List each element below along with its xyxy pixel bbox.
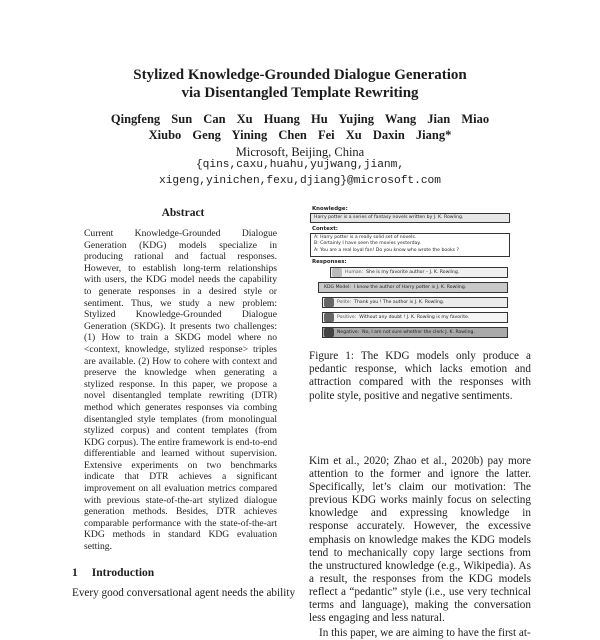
right-column-body (309, 455, 531, 640)
response-human (330, 267, 508, 278)
context-label: Context: (312, 226, 338, 232)
human-icon (332, 268, 342, 277)
paper-title (0, 66, 600, 102)
title-line-1: Stylized Knowledge-Grounded Dialogue Generation (133, 67, 467, 83)
emails-line-1: {qins,caxu,huahu,yujwang,jianm, (195, 159, 405, 171)
paragraph: In this paper, we are aiming to have the first at- (319, 627, 531, 640)
introduction-first-line: Every good conversational agent needs the ability (72, 587, 296, 599)
paragraph: Kim et al., 2020; Zhao et al., 2020b) pay more attention to the former and ignore the latter. Specifically, let’s claim our motivation: The previous KDG works mainly focus on selecting knowledge and expressing knowledge in response accurately. However, the excessive emphasis on knowledge makes the KDG models tend to mechanically copy large sections from the unstructured knowledge (e.g., Wikipedia). As a result, the responses from the KDG models reflect a “pedantic” style (i.e., use very technical terms and language), making the conversation less engaging and less natural. (309, 455, 531, 625)
response-negative (322, 327, 508, 338)
response-kdg-model (318, 282, 508, 293)
abstract-text: Current Knowledge-Grounded Dialogue Generation (KDG) models specialize in producing rational and factual responses. However, to establish long-term relationships with users, the KDG model needs the capability to generate responses in a desired style or sentiment. Thus, we study a new problem: Stylized Knowledge-Grounded Dialogue Generation (SKDG). It presents two challenges: (1) How to train a SKDG model where no <context, knowledge, stylized response> triples are available. (2) How to cohere with context and preserve the knowledge when generating a stylized response. In this paper, we propose a novel disentangled template rewriting (DTR) method which generates responses via combing disentangled style templates (from monolingual stylized corpus) and content templates (from KDG corpus). The entire framework is end-to-end differentiable and learned without supervision. Extensive experiments on two benchmarks indicate that DTR achieves a significant improvement on all evaluation metrics compared with previous state-of-the-art stylized dialogue generation methods. Besides, DTR achieves comparable performance with the state-of-the-art KDG methods in standard KDG evaluation setting. (84, 228, 277, 553)
response-text: I know the author of Harry potter is J. K. Rowling. (353, 285, 467, 290)
response-text: Without any doubt ! J. K. Rowling is my favorite. (359, 315, 470, 320)
response-polite (322, 297, 508, 308)
robot-icon (324, 313, 334, 322)
section-number: 1 (72, 567, 78, 579)
response-text: She is my favorite author – J. K. Rowling. (366, 270, 460, 275)
affiliation: Microsoft, Beijing, China (235, 145, 365, 159)
robot-icon (324, 298, 334, 307)
authors-line-2: Xiubo Geng Yining Chen Fei Xu Daxin Jiang* (148, 127, 452, 142)
emails-line-2: xigeng,yinichen,fexu,djiang}@microsoft.com (159, 175, 441, 187)
knowledge-label: Knowledge: (312, 206, 348, 212)
response-text: Thank you ! The author is J. K. Rowling. (354, 300, 445, 305)
response-positive (322, 312, 508, 323)
figure-caption: Figure 1: The KDG models only produce a pedantic response, which lacks emotion and attraction compared with the responses with polite style, positive and negative sentiments. (309, 350, 531, 402)
authors-line-1: Qingfeng Sun Can Xu Huang Hu Yujing Wang Jian Miao (110, 112, 490, 126)
author-list (0, 112, 600, 143)
title-line-2: via Disentangled Template Rewriting (181, 85, 419, 101)
response-speaker: Positive: (337, 315, 357, 320)
section-heading-introduction (72, 567, 154, 579)
response-text: No, I am not sure whether the clerk J. K. Rowling. (362, 330, 475, 335)
robot-icon (324, 328, 334, 337)
context-line: B: Certainly I have seen the movies yesterday. (314, 241, 421, 247)
knowledge-text: Harry potter is a series of fantasy novels written by J. K. Rowling. (314, 215, 464, 220)
response-speaker: Human: (345, 270, 364, 275)
response-speaker: Negative: (337, 330, 360, 335)
context-line: A: Harry potter is a really solid set of novels. (314, 235, 417, 240)
response-speaker: KDG Model: (324, 285, 351, 290)
section-title: Introduction (91, 567, 155, 579)
context-box (310, 233, 510, 257)
context-line: A: You are a real loyal fan! Do you know who wrote the books ? (314, 247, 459, 253)
email-list (0, 157, 600, 189)
abstract-heading: Abstract (161, 207, 205, 219)
response-speaker: Polite: (337, 300, 352, 305)
knowledge-box (310, 213, 510, 223)
responses-label: Responses: (312, 259, 347, 265)
